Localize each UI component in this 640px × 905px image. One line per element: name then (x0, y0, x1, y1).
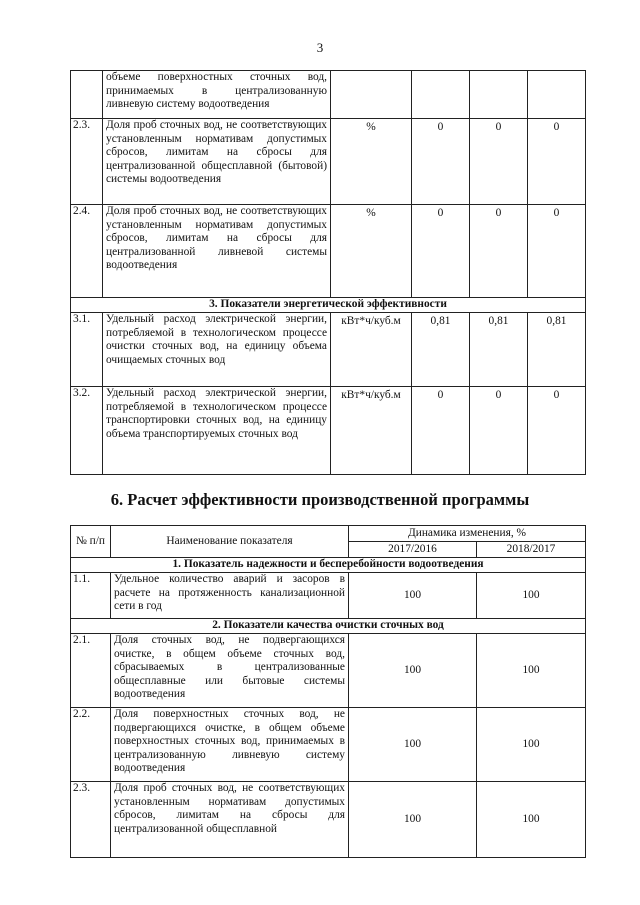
row-value: 100 (477, 708, 586, 782)
header-col-2018-2017: 2018/2017 (477, 542, 586, 558)
section-title: 3. Показатели энергетической эффективности (71, 298, 586, 313)
row-number: 1.1. (71, 573, 111, 619)
section-title: 2. Показатели качества очистки сточных вод (71, 619, 586, 634)
row-description: Доля проб сточных вод, не соответствующих установленным нормативам допустимых сбросов, лимитам на сбросы для централизованной общесплавной (бытовой) системы водоотведения (103, 119, 331, 205)
row-unit: % (331, 119, 412, 205)
row-value (470, 71, 528, 119)
row-value: 0 (470, 119, 528, 205)
row-value: 0 (470, 205, 528, 298)
table-row (71, 387, 586, 475)
row-description: Удельный расход электрической энергии, потребляемой в технологическом процессе транспортировки сточных вод, на единицу объема транспортируемых сточных вод (103, 387, 331, 475)
row-unit: кВт*ч/куб.м (331, 313, 412, 387)
efficiency-table (70, 525, 586, 858)
section-header (71, 619, 586, 634)
section-header (71, 298, 586, 313)
row-number: 3.2. (71, 387, 103, 475)
row-value: 0,81 (470, 313, 528, 387)
table-row (71, 634, 586, 708)
table-row (71, 119, 586, 205)
row-value: 0 (528, 119, 586, 205)
row-description: Удельный расход электрической энергии, потребляемой в технологическом процессе очистки сточных вод, на единицу объема очищаемых сточных вод (103, 313, 331, 387)
row-value: 0,81 (528, 313, 586, 387)
table-row (71, 708, 586, 782)
row-number: 2.3. (71, 782, 111, 858)
row-value: 100 (349, 708, 477, 782)
section-title: 1. Показатель надежности и бесперебойности водоотведения (71, 558, 586, 573)
row-value (528, 71, 586, 119)
row-value (412, 71, 470, 119)
row-description: Доля поверхностных сточных вод, не подвергающихся очистке, в общем объеме поверхностных сточных вод, принимаемых в централизованную ливневую систему водоотведения (111, 708, 349, 782)
section-header (71, 558, 586, 573)
table-row (71, 782, 586, 858)
header-number: № п/п (71, 526, 111, 558)
row-value: 0 (412, 387, 470, 475)
row-number: 2.4. (71, 205, 103, 298)
row-value: 0,81 (412, 313, 470, 387)
row-value: 100 (477, 573, 586, 619)
row-unit (331, 71, 412, 119)
page-number: 3 (316, 40, 324, 55)
row-value: 0 (412, 205, 470, 298)
row-value: 100 (349, 782, 477, 858)
row-number: 2.2. (71, 708, 111, 782)
row-value: 0 (528, 205, 586, 298)
table-header-row (71, 526, 586, 542)
header-col-2017-2016: 2017/2016 (349, 542, 477, 558)
row-value: 0 (412, 119, 470, 205)
row-description: Доля проб сточных вод, не соответствующих установленным нормативам допустимых сбросов, лимитам на сбросы для централизованной общесплавной (111, 782, 349, 858)
table-row (71, 71, 586, 119)
row-value: 0 (470, 387, 528, 475)
row-unit: кВт*ч/куб.м (331, 387, 412, 475)
indicators-table (70, 70, 586, 475)
table-row (71, 205, 586, 298)
row-description: Удельное количество аварий и засоров в расчете на протяженность канализационной сети в год (111, 573, 349, 619)
row-value: 0 (528, 387, 586, 475)
row-value: 100 (349, 634, 477, 708)
row-number (71, 71, 103, 119)
row-value: 100 (349, 573, 477, 619)
row-value: 100 (477, 634, 586, 708)
table-row (71, 573, 586, 619)
row-unit: % (331, 205, 412, 298)
row-number: 3.1. (71, 313, 103, 387)
row-value: 100 (477, 782, 586, 858)
row-number: 2.1. (71, 634, 111, 708)
section-heading: 6. Расчет эффективности производственной программы (110, 490, 530, 509)
row-description: Доля проб сточных вод, не соответствующих установленным нормативам допустимых сбросов, лимитам на сбросы для централизованной ливневой системы водоотведения (103, 205, 331, 298)
row-number: 2.3. (71, 119, 103, 205)
row-description: Доля сточных вод, не подвергающихся очистке, в общем объеме сточных вод, сбрасываемых в централизованные общесплавные или бытовые системы водоотведения (111, 634, 349, 708)
header-dynamics: Динамика изменения, % (349, 526, 586, 542)
table-row (71, 313, 586, 387)
row-description: объеме поверхностных сточных вод, принимаемых в централизованную ливневую систему водоотведения (103, 71, 331, 119)
header-name: Наименование показателя (111, 526, 349, 558)
